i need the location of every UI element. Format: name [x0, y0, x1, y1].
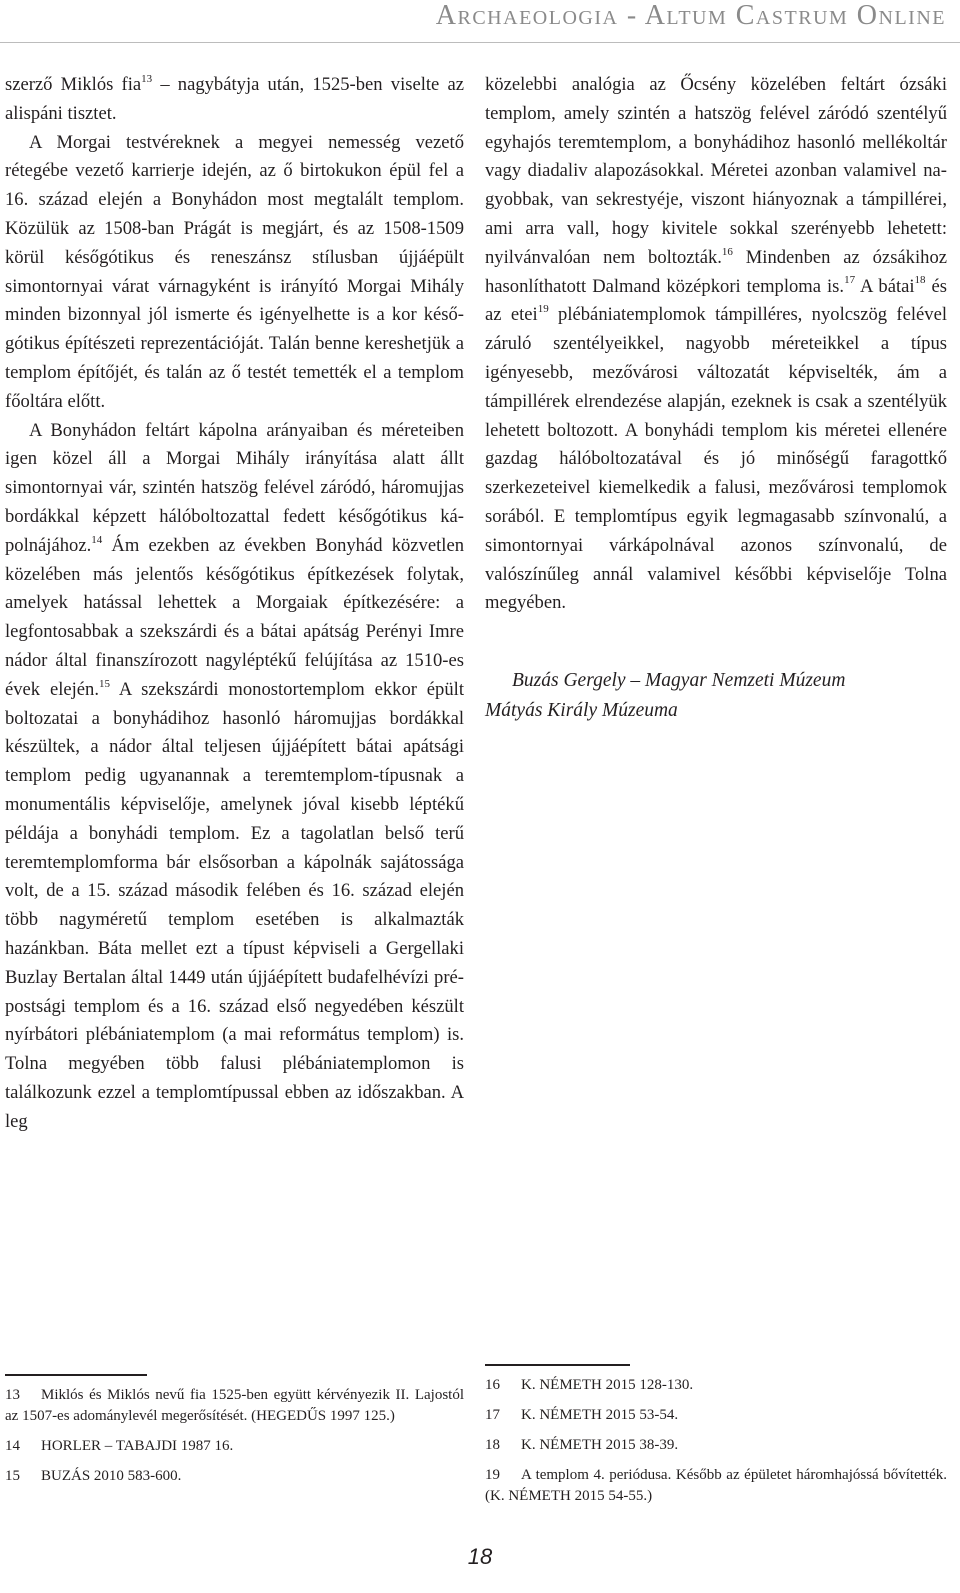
footnote-13 [5, 1385, 464, 1427]
footnote-19 [485, 1465, 947, 1507]
footnote-number: 18 [485, 1437, 500, 1453]
footnote-number: 17 [485, 1407, 500, 1423]
footnote-18 [485, 1435, 947, 1456]
text: A Bonyhádon feltárt kápolna arányaiban és méreteiben igen közel áll a Morgai Mihály irányítása alatt állt simontornyai vár, szintén hatszög felével záródó, háromujjas bordákkal képzett hálóboltozattal fedett későgótikus kápolnájához. [5, 419, 464, 556]
footnote-ref-19[interactable]: 19 [537, 303, 549, 316]
footnote-text: Miklós és Miklós nevű fia 1525-ben együtt kérvényezik II. Lajostól az 1507-es adománylevél megerősítését. (HEGEDŰS 1997 125.) [5, 1387, 464, 1424]
right-text-column [485, 71, 947, 726]
text: – nagybátyja után, 1525-ben viselte az alispáni tisztet. [5, 74, 464, 124]
footnote-text: K. NÉMETH 2015 38-39. [521, 1437, 679, 1453]
text: közelebbi analógia az Őcsény közelében feltárt ózsáki templom, amely szintén a hatszög felével záródó szentélyű egyhajós teremtemplom, a bonyhádihoz hasonló mellékoltár vagy diadaliv alapozásokkal. Méretei azonban valamivel nagyobbak, van sekrestyéje, viszont hiányoznak a támpillérei, ami arra vall, hogy kivitele sokkal szerényebb lehetett: nyilvánvalóan nem boltozták. [485, 74, 947, 268]
signature-line: Mátyás Király Múzeuma [485, 700, 678, 722]
author-signature [485, 666, 947, 726]
text: A szekszárdi monostortemplom ekkor épült boltozatai a bonyhádihoz hasonló háromujjas bordákkal készültek, a nádor által teljesen újjáépített bátai apátsági templom pedig ugyanannak a teremtemplom-típusnak a monumentális képviselője, amelynek jóval kisebb léptékű példája a bonyhádi templom. Ez a tagolatlan belső terű teremtemplomforma bár elsősorban a kápolnák sajátossága volt, de a 15. század második felében és 16. század elején több nagyméretű templom esetében is alkalmazták hazánkban. Báta mellet ezt a típust képviseli a Gergellaki Buzlay Bertalan által 1449 után újjáépített budafelhévízi prépostsági templom és a 16. század első negyedében készült nyírbátori plébániatemplom (a mai református templom) is. Tolna megyében több falusi plébániatemplomon is találkozunk ezzel a templomtípussal ebben az időszakban. A leg [5, 678, 464, 1132]
text: A bátai [855, 275, 915, 297]
paragraph-1 [5, 71, 464, 129]
footnote-number: 14 [5, 1438, 20, 1454]
header-rule [0, 42, 960, 43]
footnote-ref-15[interactable]: 15 [99, 677, 110, 690]
footnote-number: 16 [485, 1377, 500, 1393]
footnote-number: 19 [485, 1467, 500, 1483]
footnote-14 [5, 1436, 464, 1457]
page-number: 18 [467, 1544, 493, 1569]
footnote-rule [5, 1374, 147, 1376]
left-text-column [5, 71, 464, 1136]
footnote-ref-13[interactable]: 13 [141, 72, 153, 85]
footnotes-right [485, 1375, 947, 1516]
footnote-text: BUZÁS 2010 583-600. [41, 1468, 182, 1484]
text: plébániatemplomok támpilléres, nyolcszög felével záruló szentélyeikkel, nagyobb méreteikkel a típus igényesebb, mezővárosi változatát képviselték, ám a támpillérek elrendezése alapján, ezeknek is csak a szentélyük lehetett boltozott. A bonyhádi templom kis méretei ellenére gazdag hálóboltozatával és jó minőségű faragottkő szerkezeteivel kiemelkedik a falusi, mezővárosi templomok sorából. E templomtípus egyik legmagasabb színvonalú, a simontornyai várkápolnával azonos színvonalú, de valószínűleg annál valamivel későbbi képviselője Tolna megyében. [485, 304, 947, 614]
footnote-17 [485, 1405, 947, 1426]
footnote-rule [485, 1364, 630, 1366]
journal-header-title: Archaeologia - Altum Castrum Online [435, 0, 946, 31]
footnote-ref-17[interactable]: 17 [844, 274, 856, 287]
text: szerző Miklós fia [5, 74, 142, 95]
footnote-text: K. NÉMETH 2015 53-54. [521, 1407, 679, 1423]
text: és az etei [485, 275, 947, 326]
text: Ám ezekben az években Bonyhád közvetlen közelében más jelentős későgótikus építkezések folytak, amelyek hatással lehettek a Morgaiak építkezésére: a legfontosabbak a szekszárdi és a bátai apátság Perényi Imre nádor által finanszírozott nagyléptékű felújítása az 1510-es évek elején. [5, 534, 464, 700]
footnote-ref-16[interactable]: 16 [721, 245, 733, 258]
footnote-number: 15 [5, 1468, 20, 1484]
paragraph-2 [5, 129, 464, 417]
footnote-text: A templom 4. periódusa. Később az épületet háromhajóssá bővítették. (K. NÉMETH 2015 54-55.) [485, 1467, 947, 1504]
footnote-number: 13 [5, 1387, 20, 1403]
paragraph-4 [485, 71, 947, 618]
footnote-16 [485, 1375, 947, 1396]
signature-line: Buzás Gergely – Magyar Nemzeti Múzeum [512, 670, 846, 692]
text: A Morgai testvéreknek a megyei nemesség vezető rétegébe vezető karrierje idején, az ő birtokukon épül fel a 16. század elején a Bonyhádon most megtalált templom. Közülük az 1508-ban Prágát is megjárt, és az 1508-1509 körül későgótikus és reneszánsz stílusban újjáépült simontornyai várat várnagyként is irányító Morgai Mihály minden bizonnyal jól ismerte és igényelhette is a kor későgótikus építészeti reprezentációját. Talán benne kereshetjük a templom építőjét, és talán az ő testét temették el a templom főoltára előtt. [5, 131, 464, 412]
text: Mindenben az ózsákihoz hasonlíthatott Dalmand középkori temploma is. [485, 246, 947, 297]
footnote-text: HORLER – TABAJDI 1987 16. [41, 1438, 234, 1454]
footnote-ref-18[interactable]: 18 [914, 274, 926, 287]
footnotes-left [5, 1385, 464, 1496]
paragraph-3 [5, 417, 464, 1137]
footnote-ref-14[interactable]: 14 [91, 533, 103, 546]
footnote-text: K. NÉMETH 2015 128-130. [521, 1377, 694, 1393]
footnote-15 [5, 1466, 464, 1487]
